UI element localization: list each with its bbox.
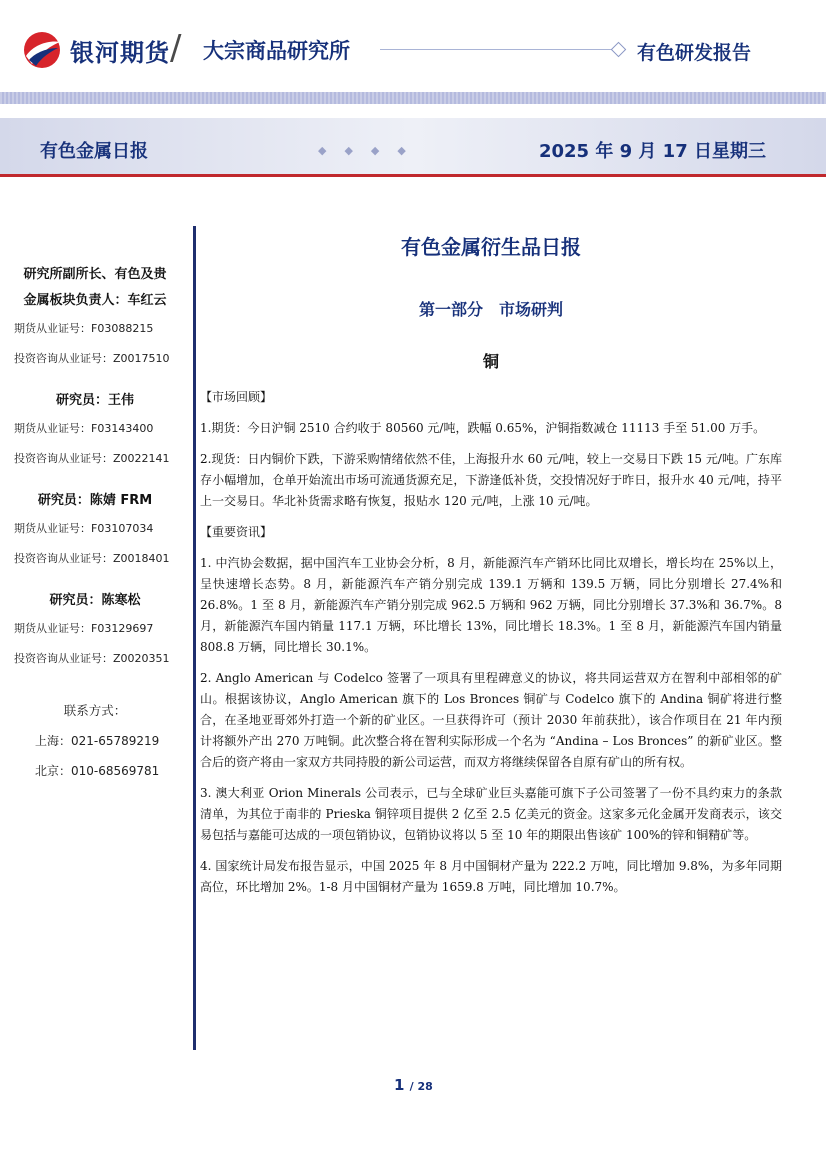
report-type: 有色研发报告 [637, 42, 752, 64]
banner-title: 有色金属日报 [40, 141, 148, 162]
section-heading: 【重要资讯】 [200, 525, 273, 539]
header-stripe [0, 92, 826, 104]
banner-accent-line [0, 174, 826, 177]
brand-name: 银河期货 [70, 39, 170, 67]
paragraph: 4. 国家统计局发布报告显示，中国 2025 年 8 月中国铜材产量为 222.2 万吨，同比增加 9.8%，为多年同期高位，环比增加 2%。1-8 月中国铜材产量为 1659.8 万吨，同比增加 10.7%。 [200, 859, 782, 894]
diamond-icon [611, 42, 627, 58]
metal-heading: 铜 [482, 352, 499, 371]
analyst-title: 研究员：王伟 [55, 393, 134, 408]
invest-cert: 投资咨询从业证号：Z0017510 [14, 352, 170, 365]
futures-cert: 期货从业证号：F03129697 [14, 622, 154, 635]
page-current: 1 [394, 1076, 405, 1094]
analyst-title: 研究所副所长、有色及贵 [23, 267, 167, 282]
analyst-card [0, 588, 190, 674]
paragraph: 1. 中汽协会数据，据中国汽车工业协会分析，8 月，新能源汽车产销环比同比双增长，增长均在 25%以上，呈快速增长态势。8 月，新能源汽车产销分别完成 139.1 万辆和 139.5 万辆，同比分别增长 27.4%和 26.8%。1 至 8 月，新能源汽车产销分别完成 962.5 万辆和 962 万辆，同比分别增长 37.3%和 36.7%。8 月，新能源汽车国内销量 117.1 万辆，环比增长 13%，同比增长 18.3%。1 至 8 月，新能源汽车国内销量 808.8 万辆，同比增长 30.1%。 [200, 556, 782, 654]
analyst-card [0, 488, 190, 574]
paragraph: 1.期货：今日沪铜 2510 合约收于 80560 元/吨，跌幅 0.65%，沪铜指数减仓 11113 手至 51.00 万手。 [200, 421, 766, 435]
banner-decoration: ◆◆◆◆ [318, 144, 424, 157]
futures-cert: 期货从业证号：F03143400 [14, 422, 154, 435]
header-rule [380, 49, 612, 50]
report-body [200, 226, 782, 898]
paragraph: 3. 澳大利亚 Orion Minerals 公司表示，已与全球矿业巨头嘉能可旗下子公司签署了一份不具约束力的条款清单，为其位于南非的 Prieska 铜锌项目提供 2 亿至 2.5 亿美元的资金。这家多元化金属开发商表示，该交易包括与嘉能可达成的一项包销协议，包销协议将以 5 至 10 年的期限出售该矿 100%的锌和铜精矿等。 [200, 786, 782, 842]
sidebar-divider [193, 226, 196, 1050]
header-divider: / [170, 28, 182, 68]
analyst-card [0, 388, 190, 474]
contact-title: 联系方式： [63, 703, 127, 718]
page-header [0, 0, 826, 100]
galaxy-logo-icon [20, 30, 64, 70]
futures-cert: 期货从业证号：F03088215 [14, 322, 154, 335]
page-total: / 28 [409, 1080, 433, 1093]
analyst-card [0, 262, 190, 374]
analyst-sidebar [0, 262, 190, 786]
invest-cert: 投资咨询从业证号：Z0020351 [14, 652, 170, 665]
report-date: 2025 年 9 月 17 日星期三 [538, 141, 766, 162]
contact-phone: 上海：021-65789219 [35, 734, 160, 748]
futures-cert: 期货从业证号：F03107034 [14, 522, 154, 535]
paragraph: 2.现货：日内铜价下跌，下游采购情绪依然不佳，上海报升水 60 元/吨，较上一交易日下跌 15 元/吨。广东库存小幅增加，仓单开始流出市场可流通货源充足，下游逢低补货，交投情况好于昨日，报升水 40 元/吨，持平上一交易日。华北补货需求略有恢复，报贴水 120 元/吨，上涨 10 元/吨。 [200, 452, 782, 508]
analyst-title: 研究员：陈寒松 [49, 593, 141, 608]
contact-phone: 北京：010-68569781 [35, 764, 160, 778]
institute-name: 大宗商品研究所 [203, 39, 350, 63]
invest-cert: 投资咨询从业证号：Z0022141 [14, 452, 170, 465]
document-title: 有色金属衍生品日报 [401, 235, 581, 259]
section-heading: 【市场回顾】 [200, 390, 273, 404]
analyst-title: 研究员：陈婧 FRM [37, 493, 153, 508]
part-title: 第一部分 市场研判 [418, 300, 563, 319]
invest-cert: 投资咨询从业证号：Z0018401 [14, 552, 170, 565]
paragraph: 2. Anglo American 与 Codelco 签署了一项具有里程碑意义的协议，将共同运营双方在智利中部相邻的矿山。根据该协议，Anglo American 旗下的 Los Bronces 铜矿与 Codelco 旗下的 Andina 铜矿将进行整合，在圣地亚哥郊外打造一个新的矿业区。一旦获得许可（预计 2030 年前获批），该合作项目在 21 年内预计将额外产出 270 万吨铜。此次整合将在智利实际形成一个名为 “Andina – Los Bronces” 的新矿业区。整合后的资产将由一家双方共同持股的新公司运营，而双方将继续保留各自原有矿山的所有权。 [200, 671, 782, 769]
page-number [394, 1076, 433, 1094]
analyst-title: 金属板块负责人：车红云 [23, 293, 167, 308]
